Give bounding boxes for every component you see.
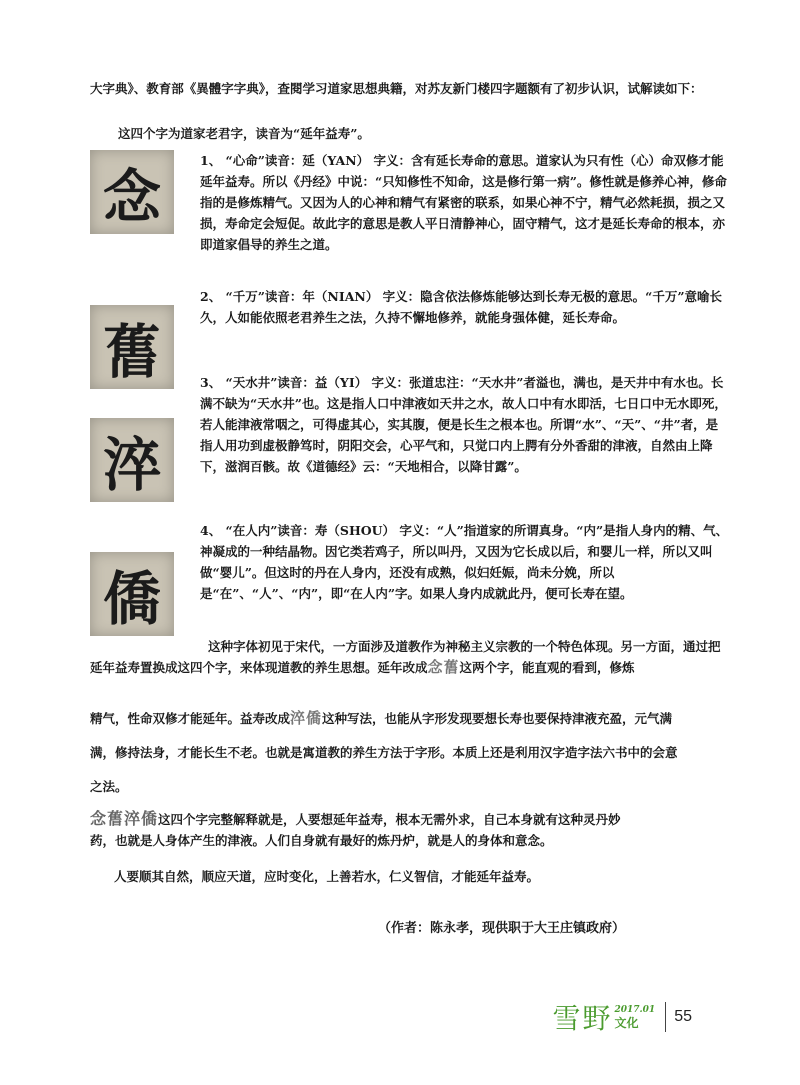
inline-glyph-pair-1: 念𦾔 (427, 658, 460, 676)
closing-paragraph-b: 精气，性命双修才能延年。益寿改成淬僑这种写法，也能从字形发现要想长寿也要保持津液充盈，元气满 (90, 709, 673, 727)
magazine-logo: 雪野 (552, 1002, 613, 1035)
item-3-text: 3、 “天水井”读音：益（YI） 字义：张道忠注：“天水井”者溢也，满也，是天井中有水也。长满不缺为“天水井”也。这是指人口中津液如天井之水，故人口中有水即活，七日口中无水即死，若人能津液常咽之，可得虚其心，实其腹，便是长生之根本也。所谓“水”、“天”、“井”者，是指人用功到虚极静笃时，阴阳交会，心平气和，只觉口内上腭有分外香甜的津液，自然由上降下，滋润百骸。故《道德经》云：“天地相合，以降甘露”。 (200, 375, 727, 474)
footer-divider (665, 1002, 666, 1032)
calligraphy-glyph-3: 淬 (90, 418, 174, 502)
inline-glyph-row: 念𦾔淬僑 (90, 809, 159, 828)
item-1-text: 1、 “心命”读音：延（YAN） 字义：含有延长寿命的意思。道家认为只有性（心）命双修才能延年益寿。所以《丹经》中说：“只知修性不知命，这是修行第一病”。修性就是修养心神，修命指的是修炼精气。又因为人的心神和精气有紧密的联系，如果心神不宁，精气必然耗损，损之又损，寿命定会短促。故此字的意思是教人平日清静神心，固守精气，这才是延长寿命的根本，亦即道家倡导的养生之道。 (200, 153, 727, 252)
page-number: 55 (674, 1008, 692, 1025)
closing-paragraph-f: 人要顺其自然，顺应天道，应时变化，上善若水，仁义智信，才能延年益寿。 (114, 869, 540, 884)
page-footer (552, 997, 692, 1037)
calligraphy-glyph-2: 𦾔 (90, 305, 174, 389)
calligraphy-glyph-4: 僑 (90, 552, 174, 636)
closing-paragraph-a: 这种字体初见于宋代，一方面涉及道教作为神秘主义宗教的一个特色体现。另一方面，通过把延年益寿置换成这四个字，来体现道教的养生思想。延年改成念𦾔这两个字，能直观的看到，修炼 (90, 639, 721, 676)
closing-paragraph-c: 满，修持法身，才能长生不老。也就是寓道教的养生方法于字形。本质上还是利用汉字造字法六书中的会意 (90, 745, 678, 760)
inline-glyph-pair-2: 淬僑 (290, 709, 323, 727)
item-4-text: 4、 “在人内”读音：寿（SHOU） 字义：“人”指道家的所谓真身。“内”是指人身内的精、气、神凝成的一种结晶物。因它类若鸡子，所以叫丹，又因为它长成以后，和婴儿一样，所以又叫做“婴儿”。但这时的丹在人身内，还没有成熟，似妇妊娠，尚未分娩，所以是“在”、“人”、“内”，即“在人内”字。如果人身内成就此丹，便可长寿在望。 (200, 523, 729, 601)
author-signature: （作者：陈永孝，现供职于大王庄镇政府） (378, 921, 626, 936)
magazine-logo-sub (614, 1004, 655, 1030)
intro-paragraph: 大字典》、教育部《異體字字典》，查閱学习道家思想典籍，对苏友新门楼四字题额有了初步认识，试解读如下： (90, 81, 703, 96)
lead-paragraph: 这四个字为道家老君字，读音为“延年益寿”。 (118, 126, 370, 141)
section-label: 文化 (614, 1016, 639, 1030)
calligraphy-glyph-1: 念 (90, 150, 174, 234)
issue-label: 2017.01 (614, 1005, 656, 1015)
closing-paragraph-d: 之法。 (90, 779, 128, 794)
item-2-text: 2、 “千万”读音：年（NIAN） 字义：隐含依法修炼能够达到长寿无极的意思。“千万”意喻长久，人如能依照老君养生之法，久持不懈地修养，就能身强体健，延长寿命。 (200, 289, 723, 325)
closing-paragraph-e: 念𦾔淬僑这四个字完整解释就是，人要想延年益寿，根本无需外求，自己本身就有这种灵丹妙 药，也就是人身体产生的津液。人们自身就有最好的炼丹炉，就是人的身体和意念。 (90, 809, 621, 848)
